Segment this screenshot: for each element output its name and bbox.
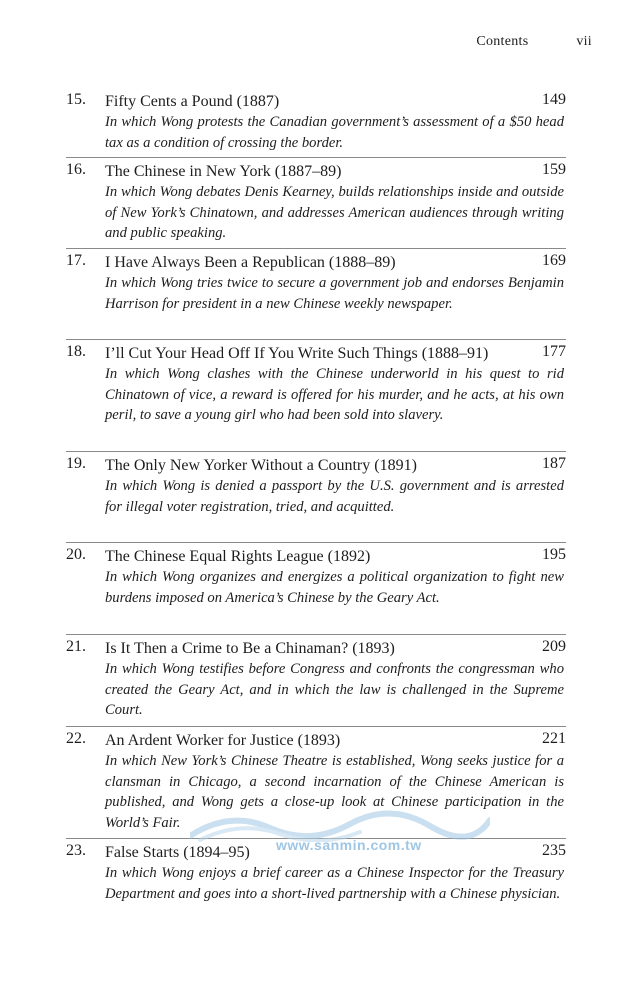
- table-of-contents: [66, 88, 566, 931]
- toc-entry-19: [66, 452, 566, 543]
- chapter-title: I’ll Cut Your Head Off If You Write Such Things (1888–91): [105, 345, 489, 362]
- chapter-number: 17.: [66, 252, 86, 269]
- toc-entry-15: [66, 88, 566, 158]
- chapter-description: In which Wong tries twice to secure a government job and endorses Benjamin Harrison for president in a new Chinese weekly newspaper.: [105, 275, 564, 312]
- chapter-number: 19.: [66, 455, 86, 472]
- watermark-url: www.sanmin.com.tw: [276, 837, 422, 853]
- chapter-title: The Chinese in New York (1887–89): [105, 163, 342, 180]
- toc-entry-18: [66, 340, 566, 452]
- running-head-title: Contents: [476, 34, 529, 49]
- chapter-page: 149: [542, 91, 566, 108]
- chapter-page: 209: [542, 638, 566, 655]
- chapter-title: The Chinese Equal Rights League (1892): [105, 548, 371, 565]
- chapter-number: 23.: [66, 842, 86, 859]
- chapter-description: In which Wong organizes and energizes a political organization to fight new burdens imposed on America’s Chinese by the Geary Act.: [105, 569, 564, 606]
- chapter-description: In which Wong is denied a passport by the U.S. government and is arrested for illegal voter registration, tried, and acquitted.: [105, 478, 564, 515]
- chapter-title: Fifty Cents a Pound (1887): [105, 93, 280, 110]
- toc-entry-21: [66, 635, 566, 727]
- chapter-page: 195: [542, 546, 566, 563]
- chapter-title: I Have Always Been a Republican (1888–89): [105, 254, 396, 271]
- chapter-page: 221: [542, 730, 566, 747]
- toc-entry-16: [66, 158, 566, 249]
- chapter-description: In which Wong testifies before Congress and confronts the congressman who created the Geary Act, and in which the law is challenged in the Supreme Court.: [105, 661, 564, 719]
- chapter-description: In which New York’s Chinese Theatre is established, Wong seeks justice for a clansman in Chicago, a second incarnation of the Chinese American is published, and Wong gets a close-up look at Chinese participation in the World’s Fair.: [105, 753, 564, 831]
- running-head: [476, 34, 592, 50]
- chapter-number: 22.: [66, 730, 86, 747]
- chapter-description: In which Wong enjoys a brief career as a Chinese Inspector for the Treasury Department and goes into a short-lived partnership with a Chinese physician.: [105, 865, 564, 902]
- chapter-number: 15.: [66, 91, 86, 108]
- chapter-description: In which Wong clashes with the Chinese underworld in his quest to rid Chinatown of vice, a reward is offered for his murder, and he acts, at his own peril, to save a young girl who had been sold into slavery.: [105, 366, 564, 424]
- toc-entry-17: [66, 249, 566, 340]
- chapter-title: The Only New Yorker Without a Country (1891): [105, 457, 417, 474]
- chapter-title: An Ardent Worker for Justice (1893): [105, 732, 341, 749]
- chapter-title: Is It Then a Crime to Be a Chinaman? (1893): [105, 640, 395, 657]
- running-head-page-number: vii: [576, 34, 592, 49]
- chapter-number: 16.: [66, 161, 86, 178]
- chapter-description: In which Wong debates Denis Kearney, builds relationships inside and outside of New York’s Chinatown, and addresses American audiences through writing and public speaking.: [105, 184, 564, 242]
- chapter-number: 20.: [66, 546, 86, 563]
- chapter-title: False Starts (1894–95): [105, 844, 250, 861]
- chapter-page: 169: [542, 252, 566, 269]
- chapter-page: 187: [542, 455, 566, 472]
- chapter-page: 177: [542, 343, 566, 360]
- chapter-number: 18.: [66, 343, 86, 360]
- toc-entry-20: [66, 543, 566, 635]
- chapter-page: 159: [542, 161, 566, 178]
- chapter-number: 21.: [66, 638, 86, 655]
- chapter-description: In which Wong protests the Canadian government’s assessment of a $50 head tax as a condition of crossing the border.: [105, 114, 564, 151]
- chapter-page: 235: [542, 842, 566, 859]
